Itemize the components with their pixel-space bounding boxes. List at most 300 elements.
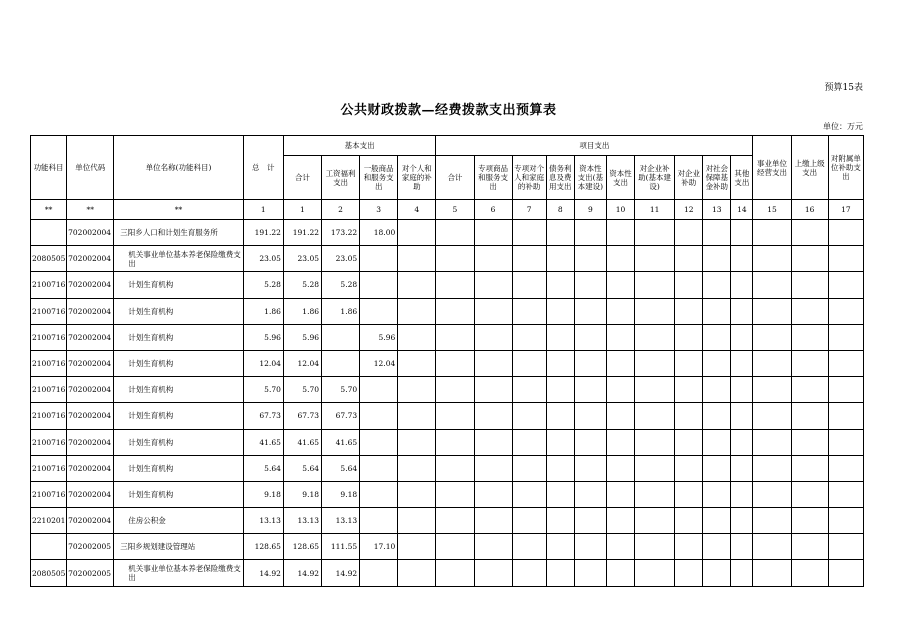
index-cell: 15 <box>753 200 791 220</box>
func-subject-cell: 2080505 <box>31 560 67 586</box>
table-row <box>31 429 864 455</box>
goods-cell <box>360 246 398 272</box>
unit-code-cell: 702002004 <box>67 272 114 298</box>
empty-cell <box>546 324 574 350</box>
family-cell <box>398 324 436 350</box>
total-cell: 13.13 <box>243 508 283 534</box>
index-cell: 11 <box>635 200 675 220</box>
unit-label: 单位：万元 <box>823 122 863 131</box>
empty-cell <box>791 534 828 560</box>
empty-cell <box>791 246 828 272</box>
index-cell: 2 <box>322 200 360 220</box>
empty-cell <box>574 508 606 534</box>
total-cell: 5.28 <box>243 272 283 298</box>
goods-cell: 17.10 <box>360 534 398 560</box>
empty-cell <box>731 508 753 534</box>
empty-cell <box>512 377 546 403</box>
func-subject-cell: 2100716 <box>31 481 67 507</box>
family-cell <box>398 246 436 272</box>
family-cell <box>398 377 436 403</box>
basic-sum-cell: 5.70 <box>283 377 321 403</box>
index-cell: 17 <box>828 200 863 220</box>
unit-code-cell: 702002004 <box>67 403 114 429</box>
empty-cell <box>703 534 731 560</box>
empty-cell <box>574 298 606 324</box>
empty-cell <box>474 298 512 324</box>
total-cell: 5.96 <box>243 324 283 350</box>
unit-name-cell: 计划生育机构 <box>114 455 243 481</box>
unit-code-cell: 702002004 <box>67 220 114 246</box>
empty-cell <box>675 272 703 298</box>
empty-cell <box>474 246 512 272</box>
header-proj-other: 其他支出 <box>731 156 753 200</box>
budget-table <box>30 135 864 587</box>
func-subject-cell: 2100716 <box>31 377 67 403</box>
empty-cell <box>828 403 863 429</box>
empty-cell <box>546 534 574 560</box>
empty-cell <box>436 403 474 429</box>
empty-cell <box>675 403 703 429</box>
func-subject-cell: 2080505 <box>31 246 67 272</box>
empty-cell <box>675 508 703 534</box>
empty-cell <box>791 298 828 324</box>
header-total: 总 计 <box>243 136 283 200</box>
empty-cell <box>703 272 731 298</box>
empty-cell <box>574 220 606 246</box>
empty-cell <box>606 429 634 455</box>
header-proj-social: 对社会保障基金补助 <box>703 156 731 200</box>
empty-cell <box>606 534 634 560</box>
header-proj-capital: 资本性支出(基本建设) <box>574 156 606 200</box>
wage-cell <box>322 350 360 376</box>
func-subject-cell <box>31 534 67 560</box>
empty-cell <box>635 377 675 403</box>
family-cell <box>398 560 436 586</box>
empty-cell <box>703 298 731 324</box>
empty-cell <box>635 220 675 246</box>
empty-cell <box>828 534 863 560</box>
empty-cell <box>574 350 606 376</box>
header-basic-sum: 合计 <box>283 156 321 200</box>
empty-cell <box>828 377 863 403</box>
header-basic-goods: 一般商品和服务支出 <box>360 156 398 200</box>
empty-cell <box>675 220 703 246</box>
unit-name-cell: 计划生育机构 <box>114 350 243 376</box>
table-row <box>31 403 864 429</box>
total-cell: 128.65 <box>243 534 283 560</box>
empty-cell <box>675 246 703 272</box>
unit-code-cell: 702002005 <box>67 560 114 586</box>
empty-cell <box>436 560 474 586</box>
empty-cell <box>635 429 675 455</box>
table-row <box>31 246 864 272</box>
family-cell <box>398 350 436 376</box>
header-upper: 上缴上级支出 <box>791 136 828 200</box>
index-cell: 3 <box>360 200 398 220</box>
index-cell: 14 <box>731 200 753 220</box>
basic-sum-cell: 1.86 <box>283 298 321 324</box>
empty-cell <box>703 508 731 534</box>
empty-cell <box>791 272 828 298</box>
empty-cell <box>606 377 634 403</box>
basic-sum-cell: 12.04 <box>283 350 321 376</box>
empty-cell <box>512 508 546 534</box>
wage-cell: 5.64 <box>322 455 360 481</box>
empty-cell <box>731 560 753 586</box>
empty-cell <box>436 324 474 350</box>
goods-cell <box>360 403 398 429</box>
empty-cell <box>731 220 753 246</box>
index-cell: 16 <box>791 200 828 220</box>
empty-cell <box>828 455 863 481</box>
empty-cell <box>791 324 828 350</box>
empty-cell <box>753 220 791 246</box>
func-subject-cell: 2100716 <box>31 324 67 350</box>
unit-code-cell: 702002004 <box>67 298 114 324</box>
basic-sum-cell: 191.22 <box>283 220 321 246</box>
index-cell: 10 <box>606 200 634 220</box>
basic-sum-cell: 13.13 <box>283 508 321 534</box>
header-proj-debt: 债务利息及费用支出 <box>546 156 574 200</box>
func-subject-cell: 2100716 <box>31 403 67 429</box>
goods-cell: 12.04 <box>360 350 398 376</box>
empty-cell <box>474 272 512 298</box>
table-row <box>31 481 864 507</box>
index-cell: 12 <box>675 200 703 220</box>
basic-sum-cell: 41.65 <box>283 429 321 455</box>
goods-cell <box>360 272 398 298</box>
index-cell: 8 <box>546 200 574 220</box>
table-row <box>31 220 864 246</box>
empty-cell <box>791 429 828 455</box>
basic-sum-cell: 23.05 <box>283 246 321 272</box>
empty-cell <box>828 350 863 376</box>
empty-cell <box>546 481 574 507</box>
empty-cell <box>635 508 675 534</box>
empty-cell <box>546 377 574 403</box>
func-subject-cell: 2100716 <box>31 350 67 376</box>
empty-cell <box>753 403 791 429</box>
header-unit-name: 单位名称(功能科目) <box>114 136 243 200</box>
header-unit-code: 单位代码 <box>67 136 114 200</box>
total-cell: 23.05 <box>243 246 283 272</box>
empty-cell <box>675 534 703 560</box>
empty-cell <box>574 455 606 481</box>
total-cell: 5.70 <box>243 377 283 403</box>
basic-sum-cell: 128.65 <box>283 534 321 560</box>
empty-cell <box>635 350 675 376</box>
empty-cell <box>731 377 753 403</box>
family-cell <box>398 534 436 560</box>
empty-cell <box>703 429 731 455</box>
table-row <box>31 298 864 324</box>
empty-cell <box>606 455 634 481</box>
empty-cell <box>606 481 634 507</box>
goods-cell <box>360 298 398 324</box>
unit-name-cell: 三阳乡规划建设管理站 <box>114 534 243 560</box>
table-row <box>31 560 864 586</box>
empty-cell <box>512 298 546 324</box>
empty-cell <box>675 377 703 403</box>
goods-cell: 18.00 <box>360 220 398 246</box>
empty-cell <box>474 324 512 350</box>
empty-cell <box>731 350 753 376</box>
empty-cell <box>675 298 703 324</box>
empty-cell <box>731 534 753 560</box>
empty-cell <box>574 481 606 507</box>
index-cell: 7 <box>512 200 546 220</box>
unit-name-cell: 计划生育机构 <box>114 403 243 429</box>
table-body <box>31 200 864 587</box>
empty-cell <box>512 350 546 376</box>
unit-name-cell: 计划生育机构 <box>114 298 243 324</box>
empty-cell <box>635 560 675 586</box>
empty-cell <box>675 324 703 350</box>
basic-sum-cell: 14.92 <box>283 560 321 586</box>
basic-sum-cell: 67.73 <box>283 403 321 429</box>
empty-cell <box>791 220 828 246</box>
empty-cell <box>512 246 546 272</box>
empty-cell <box>546 429 574 455</box>
total-cell: 9.18 <box>243 481 283 507</box>
page-title: 公共财政拨款—经费拨款支出预算表 <box>340 103 557 118</box>
empty-cell <box>753 508 791 534</box>
empty-cell <box>606 272 634 298</box>
empty-cell <box>546 508 574 534</box>
empty-cell <box>703 455 731 481</box>
func-subject-cell <box>31 220 67 246</box>
empty-cell <box>791 350 828 376</box>
empty-cell <box>753 246 791 272</box>
empty-cell <box>474 377 512 403</box>
header-affiliated: 对附属单位补助支出 <box>828 136 863 200</box>
empty-cell <box>828 560 863 586</box>
empty-cell <box>703 350 731 376</box>
empty-cell <box>731 403 753 429</box>
empty-cell <box>828 429 863 455</box>
empty-cell <box>791 377 828 403</box>
empty-cell <box>606 403 634 429</box>
wage-cell: 13.13 <box>322 508 360 534</box>
empty-cell <box>791 403 828 429</box>
empty-cell <box>731 272 753 298</box>
empty-cell <box>606 560 634 586</box>
empty-cell <box>512 481 546 507</box>
table-row <box>31 272 864 298</box>
empty-cell <box>731 324 753 350</box>
empty-cell <box>474 350 512 376</box>
header-business: 事业单位经营支出 <box>753 136 791 200</box>
empty-cell <box>474 403 512 429</box>
empty-cell <box>474 508 512 534</box>
func-subject-cell: 2210201 <box>31 508 67 534</box>
index-cell: 13 <box>703 200 731 220</box>
empty-cell <box>474 429 512 455</box>
family-cell <box>398 508 436 534</box>
empty-cell <box>512 534 546 560</box>
empty-cell <box>474 455 512 481</box>
total-cell: 1.86 <box>243 298 283 324</box>
family-cell <box>398 403 436 429</box>
empty-cell <box>512 272 546 298</box>
unit-code-cell: 702002005 <box>67 534 114 560</box>
empty-cell <box>635 272 675 298</box>
empty-cell <box>436 429 474 455</box>
wage-cell <box>322 324 360 350</box>
empty-cell <box>731 481 753 507</box>
empty-cell <box>512 220 546 246</box>
unit-code-cell: 702002004 <box>67 429 114 455</box>
unit-name-cell: 计划生育机构 <box>114 481 243 507</box>
wage-cell: 1.86 <box>322 298 360 324</box>
family-cell <box>398 220 436 246</box>
func-subject-cell: 2100716 <box>31 272 67 298</box>
empty-cell <box>703 246 731 272</box>
goods-cell <box>360 481 398 507</box>
form-number: 预算15表 <box>824 83 863 93</box>
total-cell: 191.22 <box>243 220 283 246</box>
empty-cell <box>606 298 634 324</box>
empty-cell <box>635 298 675 324</box>
header-basic-wage: 工资福利支出 <box>322 156 360 200</box>
empty-cell <box>635 324 675 350</box>
empty-cell <box>703 324 731 350</box>
empty-cell <box>675 455 703 481</box>
empty-cell <box>753 350 791 376</box>
total-cell: 67.73 <box>243 403 283 429</box>
empty-cell <box>436 455 474 481</box>
wage-cell: 67.73 <box>322 403 360 429</box>
empty-cell <box>753 272 791 298</box>
empty-cell <box>512 455 546 481</box>
empty-cell <box>635 246 675 272</box>
empty-cell <box>828 298 863 324</box>
unit-code-cell: 702002004 <box>67 508 114 534</box>
table-row <box>31 350 864 376</box>
table-row <box>31 324 864 350</box>
empty-cell <box>512 324 546 350</box>
header-func-subject: 功能科目 <box>31 136 67 200</box>
index-cell: 4 <box>398 200 436 220</box>
empty-cell <box>436 481 474 507</box>
empty-cell <box>574 377 606 403</box>
header-proj-goods: 专项商品和服务支出 <box>474 156 512 200</box>
wage-cell: 14.92 <box>322 560 360 586</box>
index-cell: ** <box>114 200 243 220</box>
empty-cell <box>753 429 791 455</box>
empty-cell <box>436 377 474 403</box>
index-cell: 1 <box>283 200 321 220</box>
header-basic-group: 基本支出 <box>283 136 436 156</box>
empty-cell <box>546 272 574 298</box>
empty-cell <box>574 429 606 455</box>
table-row <box>31 455 864 481</box>
wage-cell: 173.22 <box>322 220 360 246</box>
empty-cell <box>474 534 512 560</box>
empty-cell <box>436 298 474 324</box>
func-subject-cell: 2100716 <box>31 455 67 481</box>
empty-cell <box>606 246 634 272</box>
empty-cell <box>731 429 753 455</box>
func-subject-cell: 2100716 <box>31 298 67 324</box>
empty-cell <box>791 508 828 534</box>
empty-cell <box>791 481 828 507</box>
index-cell: ** <box>31 200 67 220</box>
header-basic-family: 对个人和家庭的补助 <box>398 156 436 200</box>
empty-cell <box>606 350 634 376</box>
empty-cell <box>675 429 703 455</box>
empty-cell <box>828 324 863 350</box>
empty-cell <box>546 350 574 376</box>
goods-cell <box>360 429 398 455</box>
empty-cell <box>574 324 606 350</box>
empty-cell <box>574 560 606 586</box>
table-row <box>31 377 864 403</box>
empty-cell <box>675 560 703 586</box>
empty-cell <box>675 481 703 507</box>
empty-cell <box>731 298 753 324</box>
empty-cell <box>753 455 791 481</box>
empty-cell <box>828 508 863 534</box>
empty-cell <box>512 560 546 586</box>
wage-cell: 5.70 <box>322 377 360 403</box>
empty-cell <box>474 560 512 586</box>
wage-cell: 111.55 <box>322 534 360 560</box>
index-cell: ** <box>67 200 114 220</box>
index-cell: 1 <box>243 200 283 220</box>
unit-name-cell: 计划生育机构 <box>114 324 243 350</box>
empty-cell <box>635 455 675 481</box>
total-cell: 12.04 <box>243 350 283 376</box>
empty-cell <box>703 403 731 429</box>
empty-cell <box>546 298 574 324</box>
unit-code-cell: 702002004 <box>67 455 114 481</box>
empty-cell <box>703 560 731 586</box>
basic-sum-cell: 5.96 <box>283 324 321 350</box>
unit-name-cell: 计划生育机构 <box>114 377 243 403</box>
empty-cell <box>546 220 574 246</box>
goods-cell: 5.96 <box>360 324 398 350</box>
empty-cell <box>546 455 574 481</box>
wage-cell: 5.28 <box>322 272 360 298</box>
empty-cell <box>512 403 546 429</box>
empty-cell <box>703 220 731 246</box>
empty-cell <box>635 481 675 507</box>
empty-cell <box>753 377 791 403</box>
index-cell: 9 <box>574 200 606 220</box>
header-proj-ent-build: 对企业补助(基本建设) <box>635 156 675 200</box>
total-cell: 14.92 <box>243 560 283 586</box>
empty-cell <box>635 403 675 429</box>
unit-name-cell: 机关事业单位基本养老保险缴费支出 <box>114 246 243 272</box>
empty-cell <box>546 403 574 429</box>
empty-cell <box>675 350 703 376</box>
family-cell <box>398 272 436 298</box>
empty-cell <box>436 246 474 272</box>
empty-cell <box>436 220 474 246</box>
func-subject-cell: 2100716 <box>31 429 67 455</box>
empty-cell <box>436 272 474 298</box>
empty-cell <box>828 272 863 298</box>
empty-cell <box>474 481 512 507</box>
empty-cell <box>512 429 546 455</box>
empty-cell <box>828 246 863 272</box>
empty-cell <box>828 220 863 246</box>
family-cell <box>398 298 436 324</box>
empty-cell <box>474 220 512 246</box>
unit-code-cell: 702002004 <box>67 377 114 403</box>
empty-cell <box>574 246 606 272</box>
